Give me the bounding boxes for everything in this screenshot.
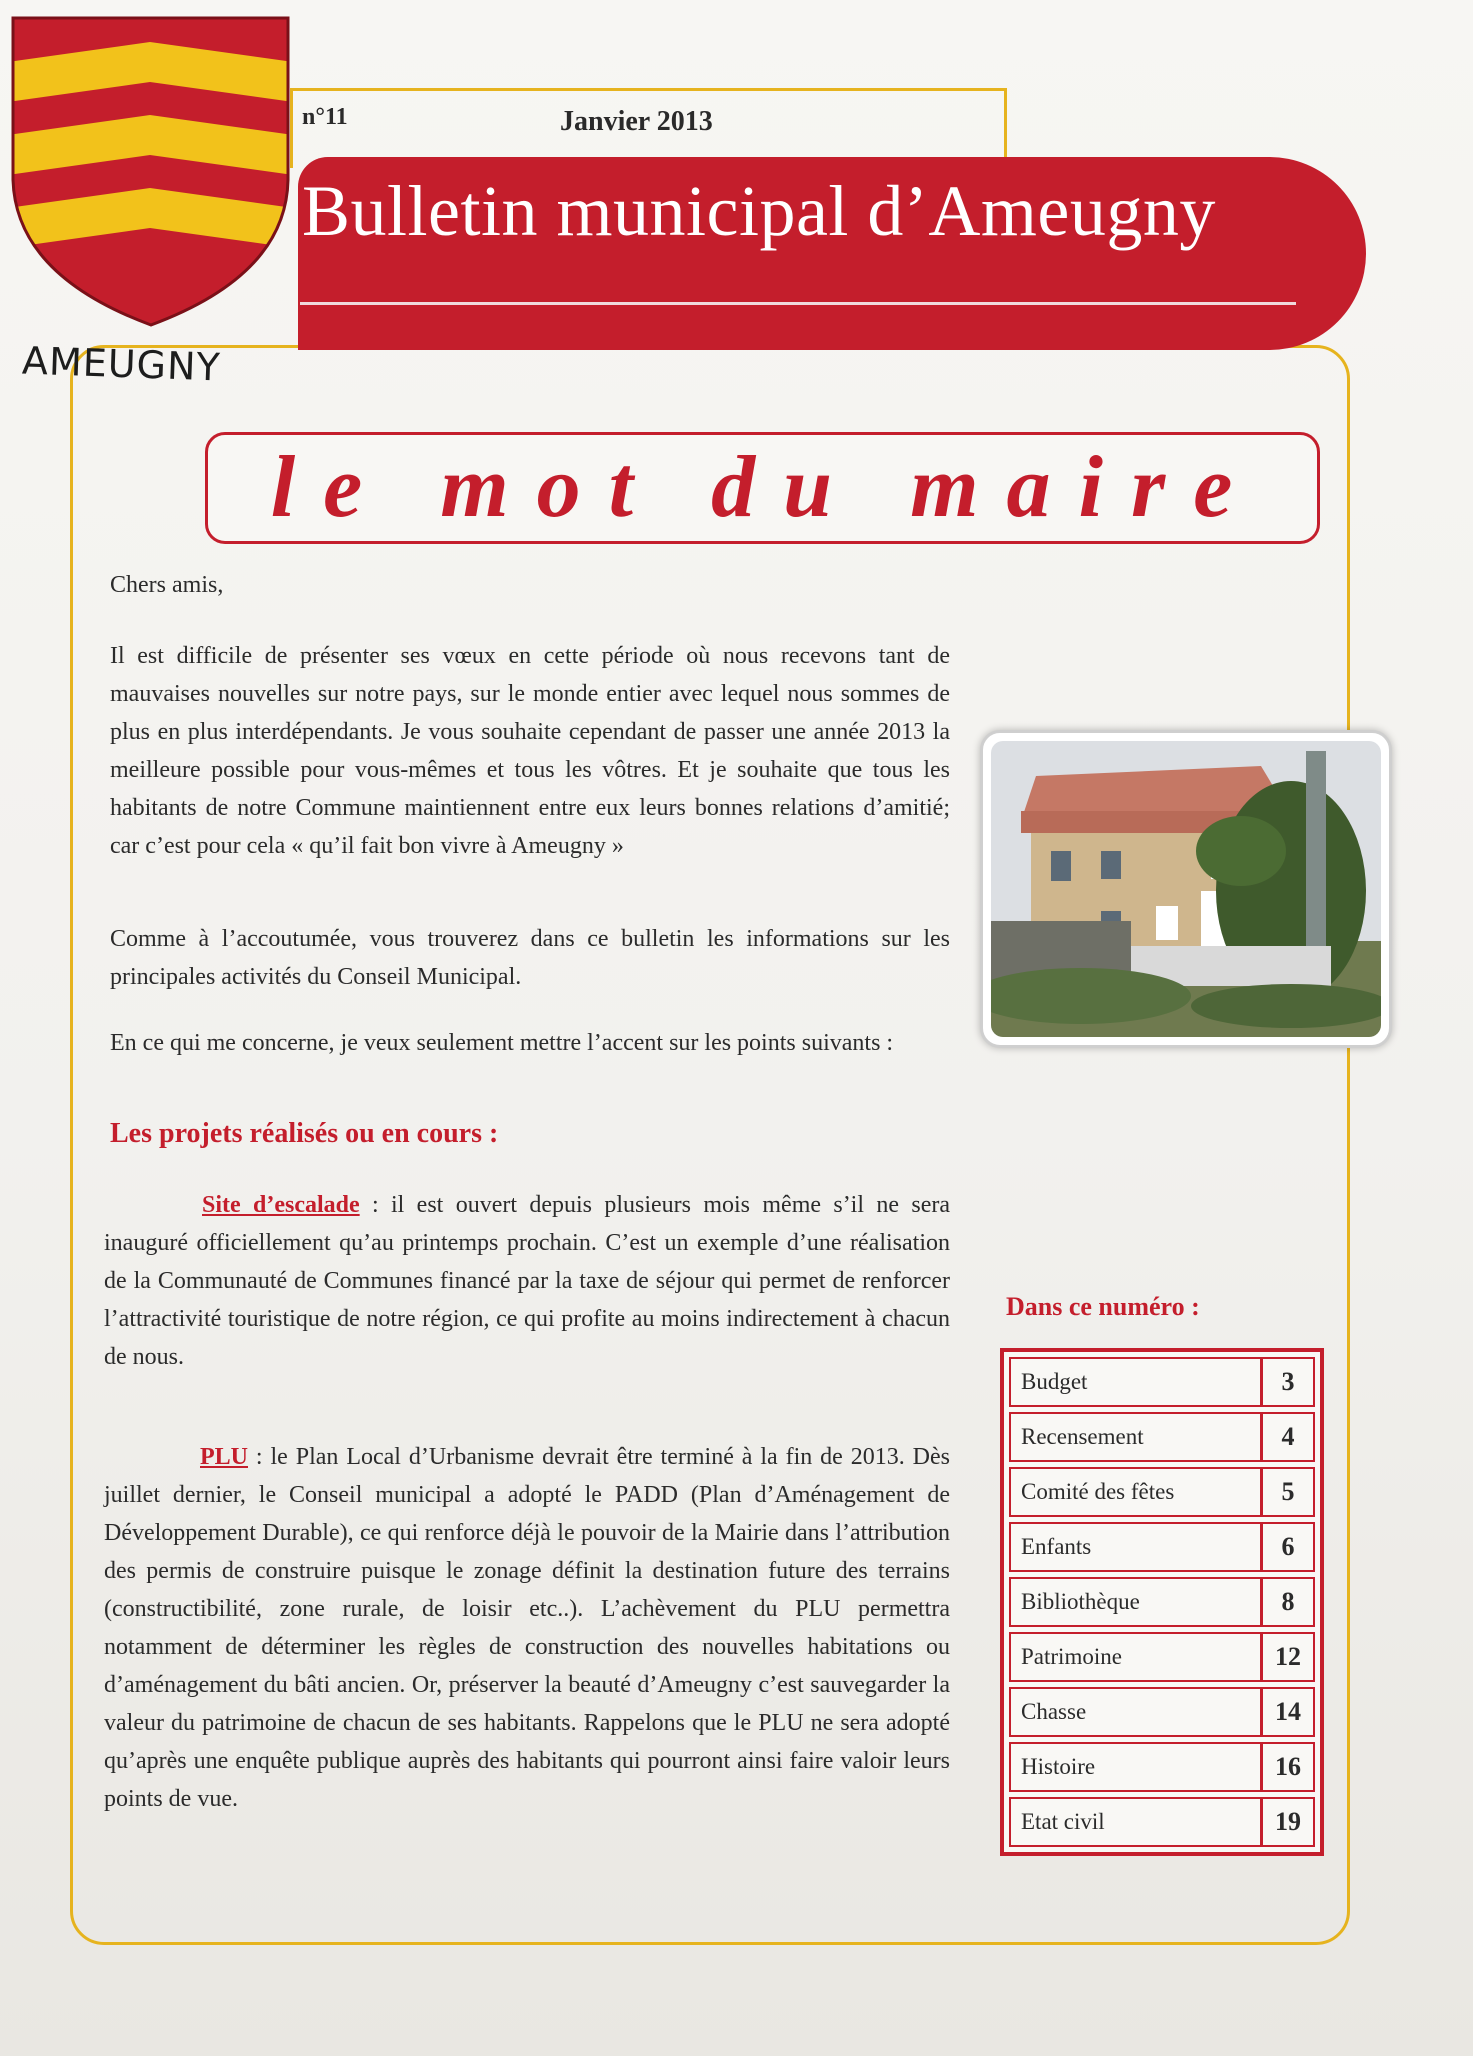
toc-row: [1009, 1632, 1315, 1682]
paragraph-2: Comme à l’accoutumée, vous trouverez dans ce bulletin les informations sur les principales activités du Conseil Municipal.: [110, 926, 950, 990]
toc-page: 8: [1281, 1587, 1295, 1616]
toc-page: 5: [1281, 1477, 1295, 1506]
toc-row: [1009, 1467, 1315, 1517]
escalade-paragraph: [104, 1186, 950, 1376]
toc-row: [1009, 1357, 1315, 1407]
toc-label: Recensement: [1011, 1414, 1263, 1460]
table-of-contents: [1000, 1348, 1324, 1856]
toc-row: [1009, 1522, 1315, 1572]
toc-label: Bibliothèque: [1011, 1579, 1263, 1625]
toc-label: Budget: [1011, 1359, 1263, 1405]
toc-page: 12: [1275, 1642, 1301, 1671]
plu-text: : le Plan Local d’Urbanisme devrait être terminé à la fin de 2013. Dès juillet dernier, le Conseil municipal a adopté le PADD (Plan d’Aménagement de Développement Durable), ce qui renforce déjà le pouvoir de la Mairie dans l’attribution des permis de construire puisque le zonage définit la destination future des terrains (constructibilité, zone rurale, de loisir etc..). L’achèvement du PLU permettra notamment de déterminer les règles de construction des nouvelles habitations ou d’aménagement du bâti ancien. Or, préserver la beauté d’Ameugny c’est sauvegarder la valeur du patrimoine de chacun de ses habitants. Rappelons que le PLU ne sera adopté qu’après une enquête publique auprès des habitants qui pourront ainsi faire valoir leurs points de vue.: [104, 1444, 950, 1812]
shield-icon: [8, 10, 293, 330]
toc-page: 16: [1275, 1752, 1301, 1781]
plu-paragraph: [104, 1438, 950, 1818]
toc-row: [1009, 1742, 1315, 1792]
toc-page: 19: [1275, 1807, 1301, 1836]
toc-label: Patrimoine: [1011, 1634, 1263, 1680]
toc-page: 3: [1281, 1367, 1295, 1396]
projects-heading: Les projets réalisés ou en cours :: [110, 1118, 499, 1149]
toc-title: Dans ce numéro :: [1006, 1292, 1200, 1321]
town-name: AMEUGNY: [21, 338, 222, 390]
toc-page: 6: [1281, 1532, 1295, 1561]
plu-label: PLU: [200, 1444, 248, 1470]
banner-divider: [300, 302, 1296, 305]
toc-page: 14: [1275, 1697, 1301, 1726]
section-title: le mot du maire: [270, 439, 1261, 536]
paragraph-1: Il est difficile de présenter ses vœux en cette période où nous recevons tant de mauvaises nouvelles sur notre pays, sur le monde entier avec lequel nous sommes de plus en plus interdépendants. Je vous souhaite cependant de passer une année 2013 la meilleure possible pour vous-mêmes et tous les vôtres. Et je souhaite que tous les habitants de notre Commune maintiennent entre eux leurs bonnes relations d’amitié; car c’est pour cela « qu’il fait bon vivre à Ameugny »: [110, 643, 950, 859]
toc-label: Comité des fêtes: [1011, 1469, 1263, 1515]
greeting: Chers amis,: [110, 572, 224, 598]
section-title-box: [205, 432, 1320, 544]
issue-date: Janvier 2013: [560, 106, 713, 137]
toc-row: [1009, 1577, 1315, 1627]
toc-row: [1009, 1687, 1315, 1737]
escalade-text: : il est ouvert depuis plusieurs mois même s’il ne sera inauguré officiellement qu’au printemps prochain. C’est un exemple d’une réalisation de la Communauté de Communes financé par la taxe de séjour qui permet de renforcer l’attractivité touristique de notre région, ce qui profite au moins indirectement à chacun de nous.: [104, 1192, 950, 1370]
toc-label: Chasse: [1011, 1689, 1263, 1735]
toc-label: Enfants: [1011, 1524, 1263, 1570]
toc-page: 4: [1281, 1422, 1295, 1451]
page-title: Bulletin municipal d’Ameugny: [302, 171, 1216, 251]
toc-label: Etat civil: [1011, 1799, 1263, 1845]
escalade-label: Site d’escalade: [202, 1192, 360, 1218]
toc-label: Histoire: [1011, 1744, 1263, 1790]
toc-row: [1009, 1412, 1315, 1462]
toc-row: [1009, 1797, 1315, 1847]
house-photo: [980, 730, 1392, 1048]
paragraph-3: En ce qui me concerne, je veux seulement mettre l’accent sur les points suivants :: [110, 1030, 894, 1056]
issue-number: n°11: [302, 104, 348, 130]
house-illustration: [991, 741, 1381, 1037]
